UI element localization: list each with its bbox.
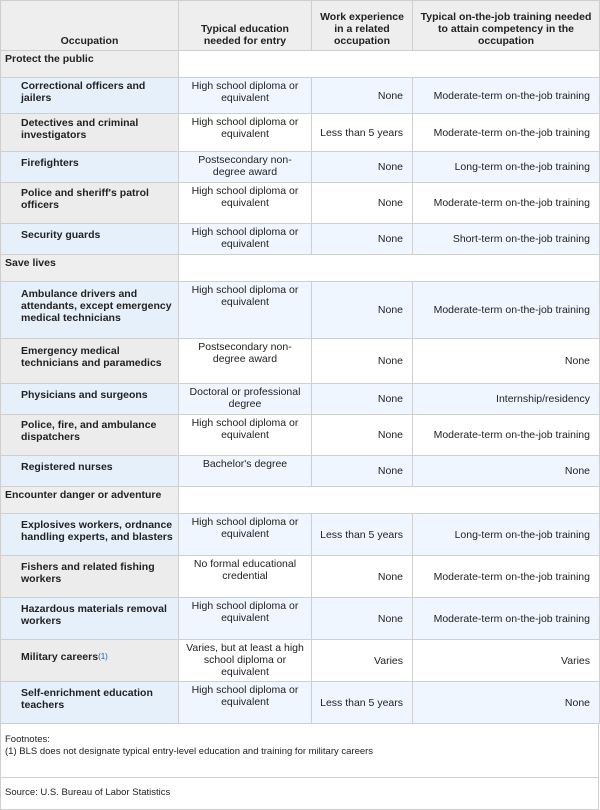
- notes-panel: [0, 724, 599, 810]
- experience-cell: None: [312, 384, 413, 415]
- section-title: Save lives: [1, 255, 179, 282]
- occupation-label: [21, 345, 174, 369]
- occupation-name: Military careers: [21, 650, 99, 663]
- occupation-cell: [1, 640, 179, 682]
- training-cell: Moderate-term on-the-job training: [413, 598, 600, 640]
- occupation-name: Police and sheriff's patrol officers: [21, 187, 149, 211]
- occupation-label: [21, 187, 174, 211]
- table-row: [1, 556, 600, 598]
- occupation-label: [21, 389, 174, 401]
- occupation-label: [21, 419, 174, 443]
- section-title: Encounter danger or adventure: [1, 487, 179, 514]
- occupation-cell: [1, 339, 179, 384]
- occupation-cell: [1, 282, 179, 339]
- table-row: [1, 152, 600, 183]
- occupation-name: Explosives workers, ordnance handling experts, and blasters: [21, 518, 173, 543]
- occupation-label: [21, 80, 174, 104]
- education-cell: High school diploma or equivalent: [179, 224, 312, 255]
- header-row: [1, 1, 600, 51]
- occupation-cell: [1, 598, 179, 640]
- experience-cell: None: [312, 598, 413, 640]
- education-cell: Postsecondary non-degree award: [179, 152, 312, 183]
- education-cell: High school diploma or equivalent: [179, 682, 312, 724]
- training-cell: Moderate-term on-the-job training: [413, 78, 600, 114]
- training-cell: Moderate-term on-the-job training: [413, 556, 600, 598]
- training-cell: Internship/residency: [413, 384, 600, 415]
- table-row: [1, 183, 600, 224]
- table-row: [1, 682, 600, 724]
- header-training: Typical on-the-job training needed to attain competency in the occupation: [413, 1, 600, 51]
- occupation-name: Police, fire, and ambulance dispatchers: [21, 419, 157, 443]
- occupation-cell: [1, 682, 179, 724]
- occupation-cell: [1, 224, 179, 255]
- header-education: Typical education needed for entry: [179, 1, 312, 51]
- occupation-cell: [1, 152, 179, 183]
- section-spacer: [179, 51, 600, 78]
- occupation-label: [21, 229, 174, 241]
- footnote-1: (1) BLS does not designate typical entry-level education and training for military careers: [5, 746, 374, 757]
- education-cell: High school diploma or equivalent: [179, 183, 312, 224]
- experience-cell: None: [312, 415, 413, 456]
- experience-cell: None: [312, 152, 413, 183]
- experience-cell: Varies: [312, 640, 413, 682]
- experience-cell: None: [312, 78, 413, 114]
- table-row: [1, 339, 600, 384]
- education-cell: High school diploma or equivalent: [179, 514, 312, 556]
- education-cell: High school diploma or equivalent: [179, 598, 312, 640]
- occupation-name: Fishers and related fishing workers: [21, 560, 155, 585]
- occupation-label: [21, 157, 174, 169]
- experience-cell: None: [312, 282, 413, 339]
- section-row: [1, 487, 600, 514]
- occupation-label: [21, 519, 174, 543]
- training-cell: Moderate-term on-the-job training: [413, 282, 600, 339]
- occupation-label: [21, 461, 174, 473]
- experience-cell: Less than 5 years: [312, 682, 413, 724]
- occupation-cell: [1, 183, 179, 224]
- occupation-name: Physicians and surgeons: [21, 389, 148, 401]
- training-cell: Short-term on-the-job training: [413, 224, 600, 255]
- occupation-cell: [1, 384, 179, 415]
- occupation-cell: [1, 114, 179, 152]
- experience-cell: None: [312, 456, 413, 487]
- table-body: [1, 51, 600, 724]
- table-row: [1, 224, 600, 255]
- occupation-label: [21, 687, 174, 711]
- section-spacer: [179, 255, 600, 282]
- occupation-label: [21, 651, 174, 663]
- education-cell: High school diploma or equivalent: [179, 78, 312, 114]
- header-occupation: Occupation: [1, 1, 179, 51]
- training-cell: Moderate-term on-the-job training: [413, 415, 600, 456]
- experience-cell: None: [312, 183, 413, 224]
- education-cell: No formal educational credential: [179, 556, 312, 598]
- occupation-name: Firefighters: [21, 157, 79, 169]
- footnotes-title: Footnotes:: [5, 734, 50, 745]
- education-cell: Bachelor's degree: [179, 456, 312, 487]
- education-cell: Postsecondary non-degree award: [179, 339, 312, 384]
- occupation-name: Security guards: [21, 229, 101, 241]
- occupation-cell: [1, 514, 179, 556]
- occupation-label: [21, 288, 174, 324]
- occupation-cell: [1, 415, 179, 456]
- header-experience: Work experience in a related occupation: [312, 1, 413, 51]
- section-row: [1, 255, 600, 282]
- training-cell: None: [413, 456, 600, 487]
- table-row: [1, 598, 600, 640]
- occupation-cell: [1, 456, 179, 487]
- training-cell: None: [413, 339, 600, 384]
- education-cell: Varies, but at least a high school diploma or equivalent: [179, 640, 312, 682]
- training-cell: Moderate-term on-the-job training: [413, 114, 600, 152]
- footnote-ref-link[interactable]: (1): [98, 651, 108, 661]
- occupation-label: [21, 561, 174, 585]
- training-cell: None: [413, 682, 600, 724]
- table-row: [1, 282, 600, 339]
- training-cell: Moderate-term on-the-job training: [413, 183, 600, 224]
- education-cell: High school diploma or equivalent: [179, 415, 312, 456]
- table-row: [1, 78, 600, 114]
- occupation-cell: [1, 556, 179, 598]
- occupation-cell: [1, 78, 179, 114]
- education-cell: Doctoral or professional degree: [179, 384, 312, 415]
- education-cell: High school diploma or equivalent: [179, 282, 312, 339]
- table-row: [1, 514, 600, 556]
- training-cell: Varies: [413, 640, 600, 682]
- occupation-label: [21, 603, 174, 627]
- section-title: Protect the public: [1, 51, 179, 78]
- occupation-label: [21, 117, 174, 141]
- occupation-name: Detectives and criminal investigators: [21, 116, 139, 141]
- experience-cell: Less than 5 years: [312, 514, 413, 556]
- occupation-name: Emergency medical technicians and paramedics: [21, 345, 162, 369]
- table-row: [1, 114, 600, 152]
- table-row: [1, 415, 600, 456]
- training-cell: Long-term on-the-job training: [413, 152, 600, 183]
- training-cell: Long-term on-the-job training: [413, 514, 600, 556]
- experience-cell: None: [312, 556, 413, 598]
- education-cell: High school diploma or equivalent: [179, 114, 312, 152]
- footnotes: [1, 724, 598, 777]
- experience-cell: None: [312, 339, 413, 384]
- source-note: Source: U.S. Bureau of Labor Statistics: [1, 777, 598, 809]
- table-row: [1, 640, 600, 682]
- occupation-name: Hazardous materials removal workers: [21, 602, 167, 627]
- table-row: [1, 384, 600, 415]
- occupation-name: Registered nurses: [21, 461, 113, 473]
- table-row: [1, 456, 600, 487]
- occupation-name: Self-enrichment education teachers: [21, 686, 153, 711]
- occupation-name: Ambulance drivers and attendants, except emergency medical technicians: [21, 288, 172, 324]
- section-row: [1, 51, 600, 78]
- experience-cell: None: [312, 224, 413, 255]
- section-spacer: [179, 487, 600, 514]
- experience-cell: Less than 5 years: [312, 114, 413, 152]
- occupation-name: Correctional officers and jailers: [21, 79, 146, 104]
